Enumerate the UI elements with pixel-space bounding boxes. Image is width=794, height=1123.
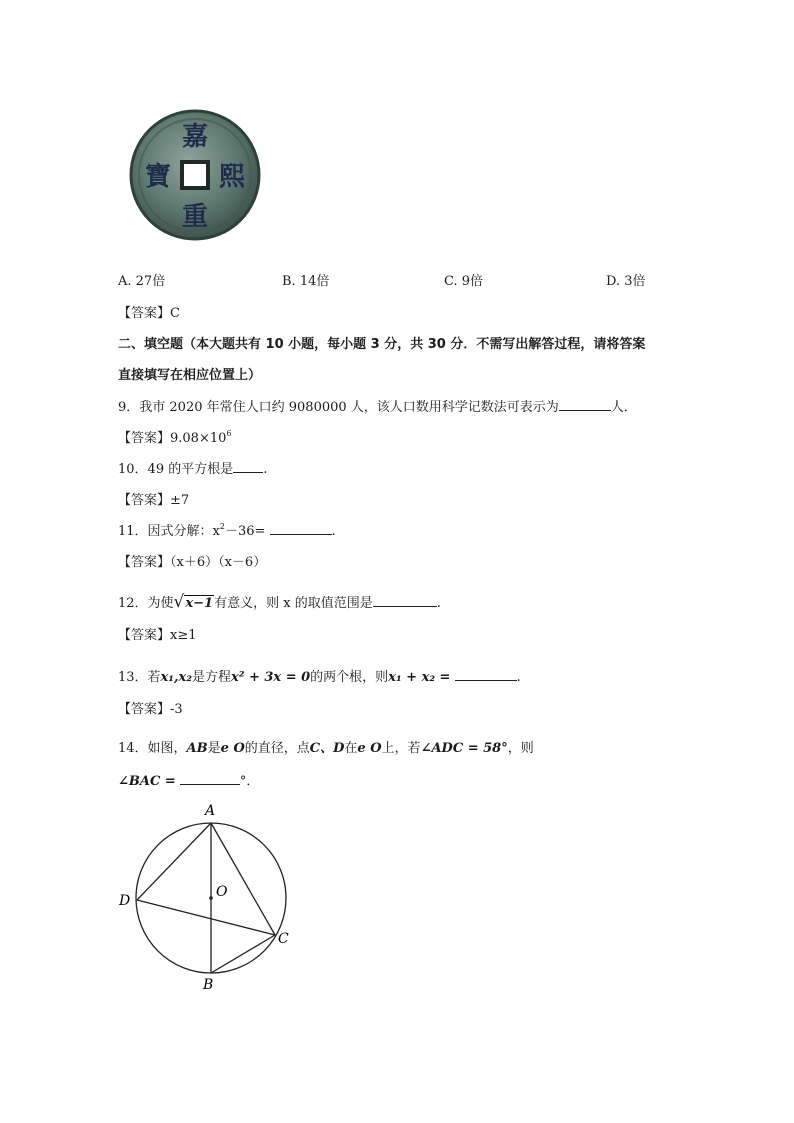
q9-text-end: 人．	[610, 400, 637, 415]
q10-text-end: .	[263, 462, 268, 477]
coin-char-right: 熙	[218, 162, 246, 192]
q11-text-end: .	[331, 524, 336, 539]
q13-text: 13．若	[118, 670, 161, 685]
question-12	[118, 592, 441, 612]
q11-exp: 2	[219, 522, 225, 531]
option-b: B. 14倍	[282, 274, 330, 289]
option-c: C. 9倍	[444, 274, 484, 289]
question-10	[118, 458, 267, 477]
q12-text-end: .	[436, 596, 441, 611]
q14-text-f: ，则	[507, 741, 534, 756]
q11-blank	[270, 521, 332, 535]
segment-ad	[137, 823, 211, 900]
segment-dc	[137, 900, 275, 935]
q11-answer: 【答案】（x＋6）（x－6）	[118, 555, 267, 570]
q10-text: 10．49 的平方根是	[118, 462, 234, 477]
q8-answer: 【答案】C	[118, 306, 180, 321]
center-point	[209, 896, 213, 900]
option-a: A. 27倍	[118, 274, 166, 289]
q9-text: 9．我市 2020 年常住人口约 9080000 人，该人口数用科学记数法可表示为	[118, 400, 559, 415]
question-14-line2	[118, 770, 259, 789]
q13-text-b: 是方程	[191, 670, 231, 685]
q11-text: 11．因式分解：x	[118, 524, 220, 539]
coin-char-left: 寶	[144, 162, 172, 192]
q14-angle: ∠ADC = 58°	[420, 741, 508, 756]
q13-equation: x² + 3x = 0	[230, 670, 311, 685]
section2-heading-line2: 直接填写在相应位置上）	[118, 368, 262, 383]
q14-text-b: 是	[207, 741, 221, 756]
label-o: O	[216, 884, 228, 900]
segment-ac	[211, 823, 275, 935]
question-13	[118, 666, 521, 685]
q12-blank	[373, 593, 437, 607]
label-d: D	[119, 893, 131, 909]
q13-text-end: .	[516, 670, 521, 685]
option-d: D. 3倍	[606, 274, 646, 289]
question-11	[118, 520, 336, 539]
section2-heading-line1: 二、填空题（本大题共有 10 小题，每小题 3 分，共 30 分．不需写出解答过程，请将答案	[118, 337, 646, 352]
coin-char-bottom: 重	[181, 202, 209, 232]
sqrt-sign-icon: √	[173, 592, 185, 612]
q10-blank	[233, 459, 263, 473]
q14-text: 14．如图，	[118, 741, 187, 756]
q13-sum: x₁ + x₂ =	[388, 670, 451, 685]
q14-circle-o2: e O	[357, 741, 382, 756]
segment-bc	[211, 935, 275, 973]
q13-blank	[455, 667, 517, 681]
q9-answer-exp: 6	[226, 429, 232, 438]
coin-image	[120, 100, 270, 250]
q13-text-c: 的两个根，则	[310, 670, 389, 685]
q12-text: 12．为使	[118, 596, 174, 611]
q14-ab: AB	[186, 741, 208, 756]
q12-radicand: x−1	[185, 596, 214, 611]
q14-blank	[180, 771, 240, 785]
question-14	[118, 737, 534, 756]
question-9	[118, 396, 637, 415]
q10-answer: 【答案】±7	[118, 493, 190, 508]
q9-answer	[118, 427, 231, 446]
q14-text-end: °．	[239, 774, 260, 789]
q14-cd: C、D	[309, 741, 345, 756]
q12-answer: 【答案】x≥1	[118, 628, 197, 643]
q13-answer: 【答案】-3	[118, 702, 183, 717]
q12-text-b: 有意义，则 x 的取值范围是	[214, 596, 373, 611]
q14-text-d: 在	[344, 741, 358, 756]
q14-text-e: 上，若	[381, 741, 421, 756]
q9-answer-text: 【答案】9.08×10	[118, 431, 227, 446]
label-a: A	[205, 803, 216, 819]
q9-blank	[559, 397, 611, 411]
q13-vars: x₁,x₂	[160, 670, 192, 685]
label-b: B	[203, 977, 214, 993]
q14-circle-o: e O	[220, 741, 245, 756]
q14-text-c: 的直径，点	[244, 741, 310, 756]
circle-figure	[110, 800, 310, 995]
q11-text-b: －36=	[224, 524, 266, 539]
label-c: C	[278, 931, 289, 947]
coin-char-top: 嘉	[181, 122, 209, 152]
q14-angle-bac: ∠BAC =	[118, 774, 176, 789]
